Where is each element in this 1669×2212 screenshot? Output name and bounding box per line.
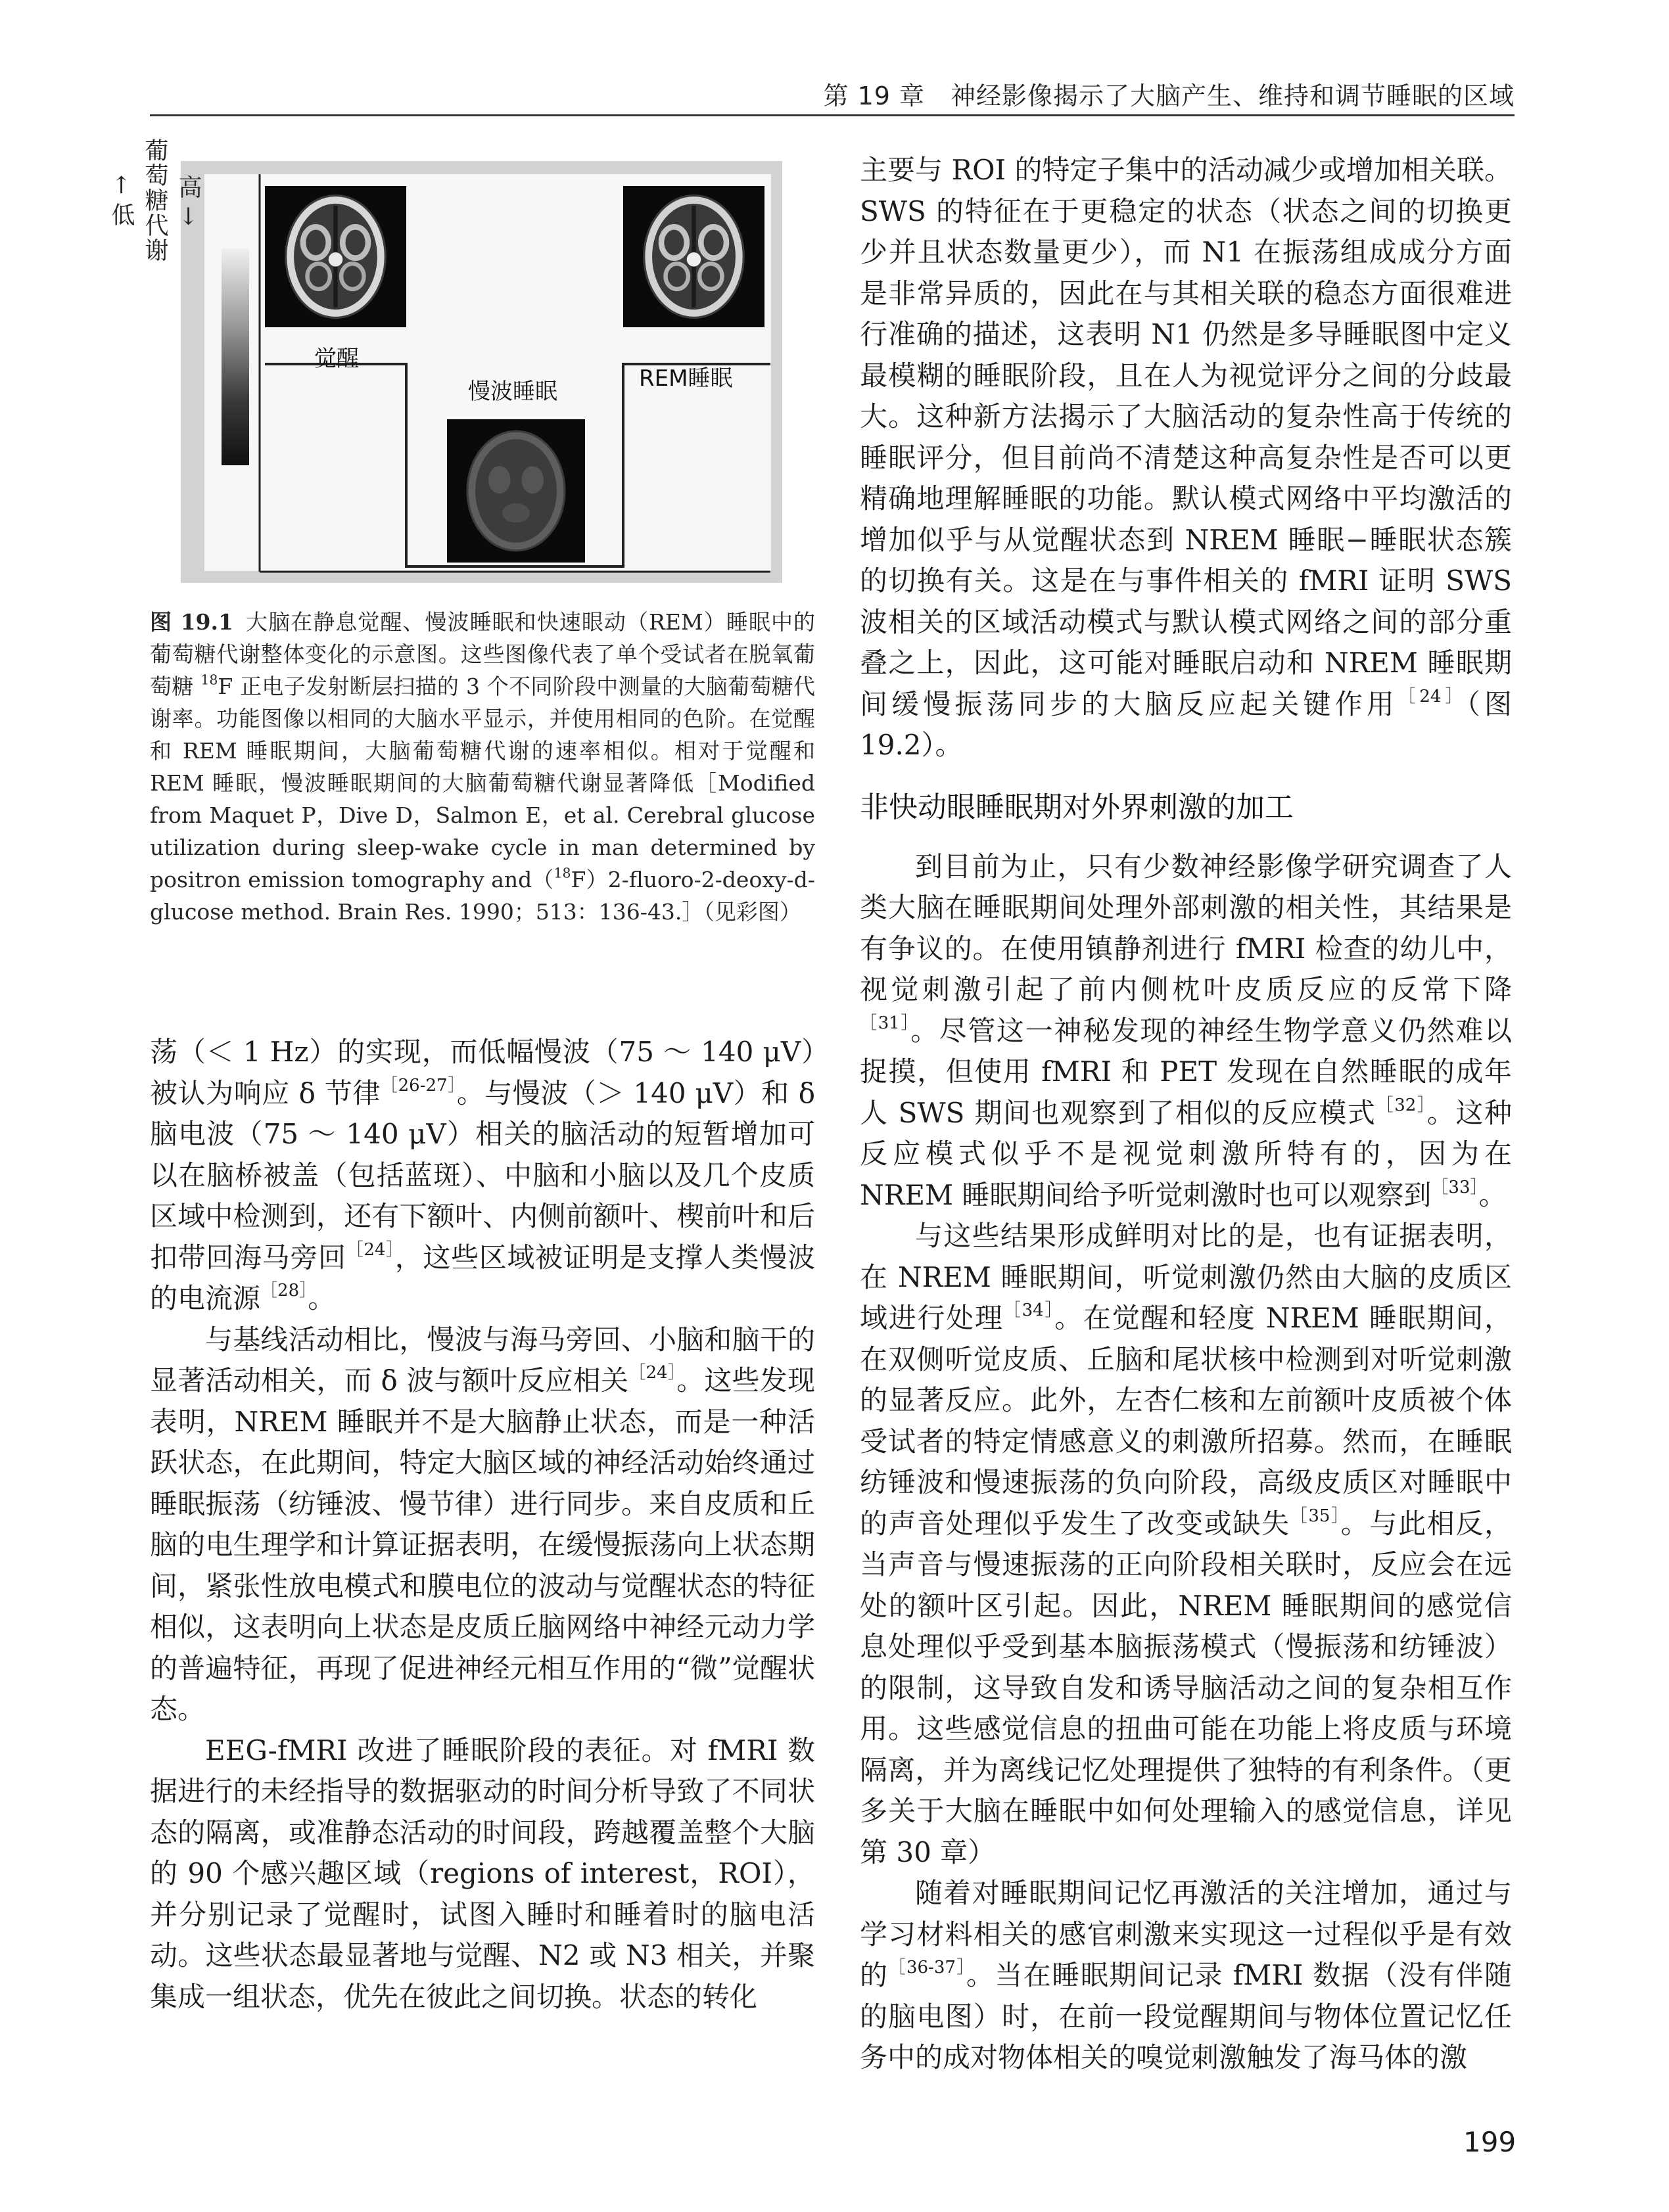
state-label-rem: REM睡眠 bbox=[639, 365, 733, 392]
isotope-mass-2: 18 bbox=[553, 865, 571, 881]
text-run: 。在觉醒和轻度 NREM 睡眠期间，在双侧听觉皮质、丘脑和尾状核中检测到对听觉刺激的显著反应。此外，左杏仁核和左前额叶皮质被个体受试者的特定情感意义的刺激所招募。然而，在睡眠纺锤波和慢速振荡的负向阶段，高级皮质区对睡眠中的声音处理似乎发生了改变或缺失 bbox=[860, 1302, 1512, 1540]
axis-high-label: 高 → bbox=[175, 175, 202, 226]
paragraph bbox=[150, 1320, 815, 1730]
isotope-symbol: F bbox=[218, 674, 233, 699]
text-run: （图 19.2）。 bbox=[860, 687, 1512, 761]
text-run: 荡（＜ 1 Hz）的实现，而低幅慢波（75 ～ 140 μV）被认为响应 δ 节律 bbox=[150, 1036, 815, 1109]
text-run: 到目前为止，只有少数神经影像学研究调查了人类大脑在睡眠期间处理外部刺激的相关性，其结果是有争议的。在使用镇静剂进行 fMRI 检查的幼儿中，视觉刺激引起了前内侧枕叶皮质反应的反常下降 bbox=[860, 850, 1512, 1005]
text-run: 。尽管这一神秘发现的神经生物学意义仍然难以捉摸，但使用 fMRI 和 PET 发现在自然睡眠的成年人 SWS 期间也观察到了相似的反应模式 bbox=[860, 1014, 1513, 1129]
paragraph bbox=[150, 1032, 815, 1320]
text-run: 。 bbox=[1478, 1178, 1507, 1211]
citation: ［33］ bbox=[1431, 1177, 1479, 1197]
paragraph bbox=[860, 1873, 1512, 2079]
brain-pet-image-rem bbox=[623, 186, 764, 327]
text-run: 。与慢波（＞ 140 μV）和 δ 脑电波（75 ～ 140 μV）相关的脑活动的短暂增加可以在脑桥被盖（包括蓝斑）、中脑和小脑以及几个皮质区域中检测到，还有下额叶、内侧前额叶、楔前叶和后扣带回海马旁回 bbox=[150, 1076, 815, 1274]
citation: ［28］ bbox=[260, 1280, 308, 1301]
right-column bbox=[860, 150, 1512, 2079]
state-label-wake: 觉醒 bbox=[314, 346, 359, 372]
text-run: 。与此相反，当声音与慢速振荡的正向阶段相关联时，反应会在远处的额叶区引起。因此，NREM 睡眠期间的感觉信息处理似乎受到基本脑振荡模式（慢振荡和纺锤波）的限制，这导致自发和诱导脑活动之间的复杂相互作用。这些感觉信息的扭曲可能在功能上将皮质与环境隔离，并为离线记忆处理提供了独特的有利条件。（更多关于大脑在睡眠中如何处理输入的感觉信息，详见第 30 章） bbox=[860, 1507, 1512, 1868]
section-heading: 非快动眼睡眠期对外界刺激的加工 bbox=[860, 790, 1294, 824]
citation: ［26-27］ bbox=[380, 1075, 457, 1095]
text-run: 。这些发现表明，NREM 睡眠并不是大脑静止状态，而是一种活跃状态，在此期间，特定大脑区域的神经活动始终通过睡眠振荡（纺锤波、慢节律）进行同步。来自皮质和丘脑的电生理学和计算证据表明，在缓慢振荡向上状态期间，紧张性放电模式和膜电位的波动与觉醒状态的特征相似，这表明向上状态是皮质丘脑网络中神经元动力学的普遍特征，再现了促进神经元相互作用的“微”觉醒状态。 bbox=[150, 1364, 815, 1725]
brain-pet-image-sws bbox=[447, 419, 585, 563]
axis-title: 葡萄糖代谢 bbox=[141, 138, 168, 263]
axis-low-label: ← 低 bbox=[108, 175, 135, 226]
citation: ［24］ bbox=[346, 1239, 395, 1260]
citation: ［34］ bbox=[1003, 1300, 1055, 1320]
left-column bbox=[150, 1032, 815, 2017]
text-run: 。 bbox=[308, 1282, 336, 1314]
citation: ［35］ bbox=[1290, 1506, 1341, 1526]
citation: ［31］ bbox=[860, 1013, 911, 1033]
paragraph bbox=[860, 150, 1512, 766]
caption-text-1: 大脑在静息觉醒、慢波睡眠和快速眼动（REM）睡眠中的葡萄糖代谢整体变化的示意图。这些图像代表了单个受试者在脱氧葡萄糖 bbox=[150, 609, 815, 699]
chapter-header: 第 19 章 神经影像揭示了大脑产生、维持和调节睡眠的区域 bbox=[823, 81, 1515, 110]
paragraph: EEG-fMRI 改进了睡眠阶段的表征。对 fMRI 数据进行的未经指导的数据驱动的时间分析导致了不同状态的隔离，或准静态活动的时间段，跨越覆盖整个大脑的 90 个感兴趣区域（regions of interest，ROI），并分别记录了觉醒时，试图入睡时和睡着时的脑电活动。这些状态最显著地与觉醒、N2 或 N3 相关，并聚集成一组状态，优先在彼此之间切换。状态的转化 bbox=[150, 1734, 815, 2013]
caption-text-2: 正电子发射断层扫描的 3 个不同阶段中测量的大脑葡萄糖代谢率。功能图像以相同的大脑水平显示，并使用相同的色阶。在觉醒和 REM 睡眠期间，大脑葡萄糖代谢的速率相似。相对于觉醒和 REM 睡眠，慢波睡眠期间的大脑葡萄糖代谢显著降低［Modified from Maquet P，Dive D，Salmon E，et al. Cerebral glucose utilization during sleep-wake cycle in man determined by positron emission tomography and（ bbox=[150, 674, 815, 892]
paragraph bbox=[860, 846, 1512, 1216]
text-run: 与基线活动相比，慢波与海马旁回、小脑和脑干的显著活动相关，而 δ 波与额叶反应相关 bbox=[150, 1323, 815, 1396]
colorbar bbox=[222, 248, 249, 465]
text-run: 。这种反应模式似乎不是视觉刺激所特有的，因为在 NREM 睡眠期间给予听觉刺激时也可以观察到 bbox=[860, 1096, 1512, 1211]
y-axis-label bbox=[108, 16, 205, 384]
text-run: 与这些结果形成鲜明对比的是，也有证据表明，在 NREM 睡眠期间，听觉刺激仍然由大脑的皮质区域进行处理 bbox=[860, 1220, 1512, 1334]
citation: ［24］ bbox=[1398, 686, 1467, 706]
citation: ［36-37］ bbox=[888, 1957, 966, 1977]
citation: ［32］ bbox=[1376, 1095, 1427, 1115]
page-number: 199 bbox=[1463, 2126, 1516, 2158]
state-label-sws: 慢波睡眠 bbox=[468, 379, 557, 405]
text-run: 主要与 ROI 的特定子集中的活动减少或增加相关联。SWS 的特征在于更稳定的状态（状态之间的切换更少并且状态数量更少），而 N1 在振荡组成成分方面是非常异质的，因此在与其相关联的稳态方面很难进行准确的描述，这表明 N1 仍然是多导睡眠图中定义最模糊的睡眠阶段，且在人为视觉评分之间的分歧最大。这种新方法揭示了大脑活动的复杂性高于传统的睡眠评分，但目前尚不清楚这种高复杂性是否可以更精确地理解睡眠的功能。默认模式网络中平均激活的增加似乎与从觉醒状态到 NREM 睡眠−睡眠状态簇的切换有关。这是在与事件相关的 fMRI 证明 SWS 波相关的区域活动模式与默认模式网络之间的部分重叠之上，因此，这可能对睡眠启动和 NREM 睡眠期间缓慢振荡同步的大脑反应起关键作用 bbox=[860, 154, 1512, 720]
caption-text-3: F）2-fluoro-2-deoxy-d-glucose method. Brain Res. 1990；513：136-43.］（见彩图） bbox=[150, 867, 815, 925]
text-run: ，这些区域被证明是支撑人类慢波的电流源 bbox=[150, 1241, 815, 1314]
citation: ［24］ bbox=[628, 1362, 677, 1383]
text-run: 随着对睡眠期间记忆再激活的关注增加，通过与学习材料相关的感官刺激来实现这一过程似乎是有效的 bbox=[860, 1877, 1512, 1991]
text-run: 。当在睡眠期间记录 fMRI 数据（没有伴随的脑电图）时，在前一段觉醒期间与物体位置记忆任务中的成对物体相关的嗅觉刺激触发了海马体的激 bbox=[860, 1959, 1512, 2073]
header-rule bbox=[150, 114, 1515, 116]
paragraph bbox=[860, 1216, 1512, 1873]
figure-number: 图 19.1 bbox=[150, 609, 233, 635]
brain-pet-image-wake bbox=[265, 186, 406, 327]
isotope-mass: 18 bbox=[200, 672, 218, 688]
figure-caption bbox=[150, 606, 815, 928]
